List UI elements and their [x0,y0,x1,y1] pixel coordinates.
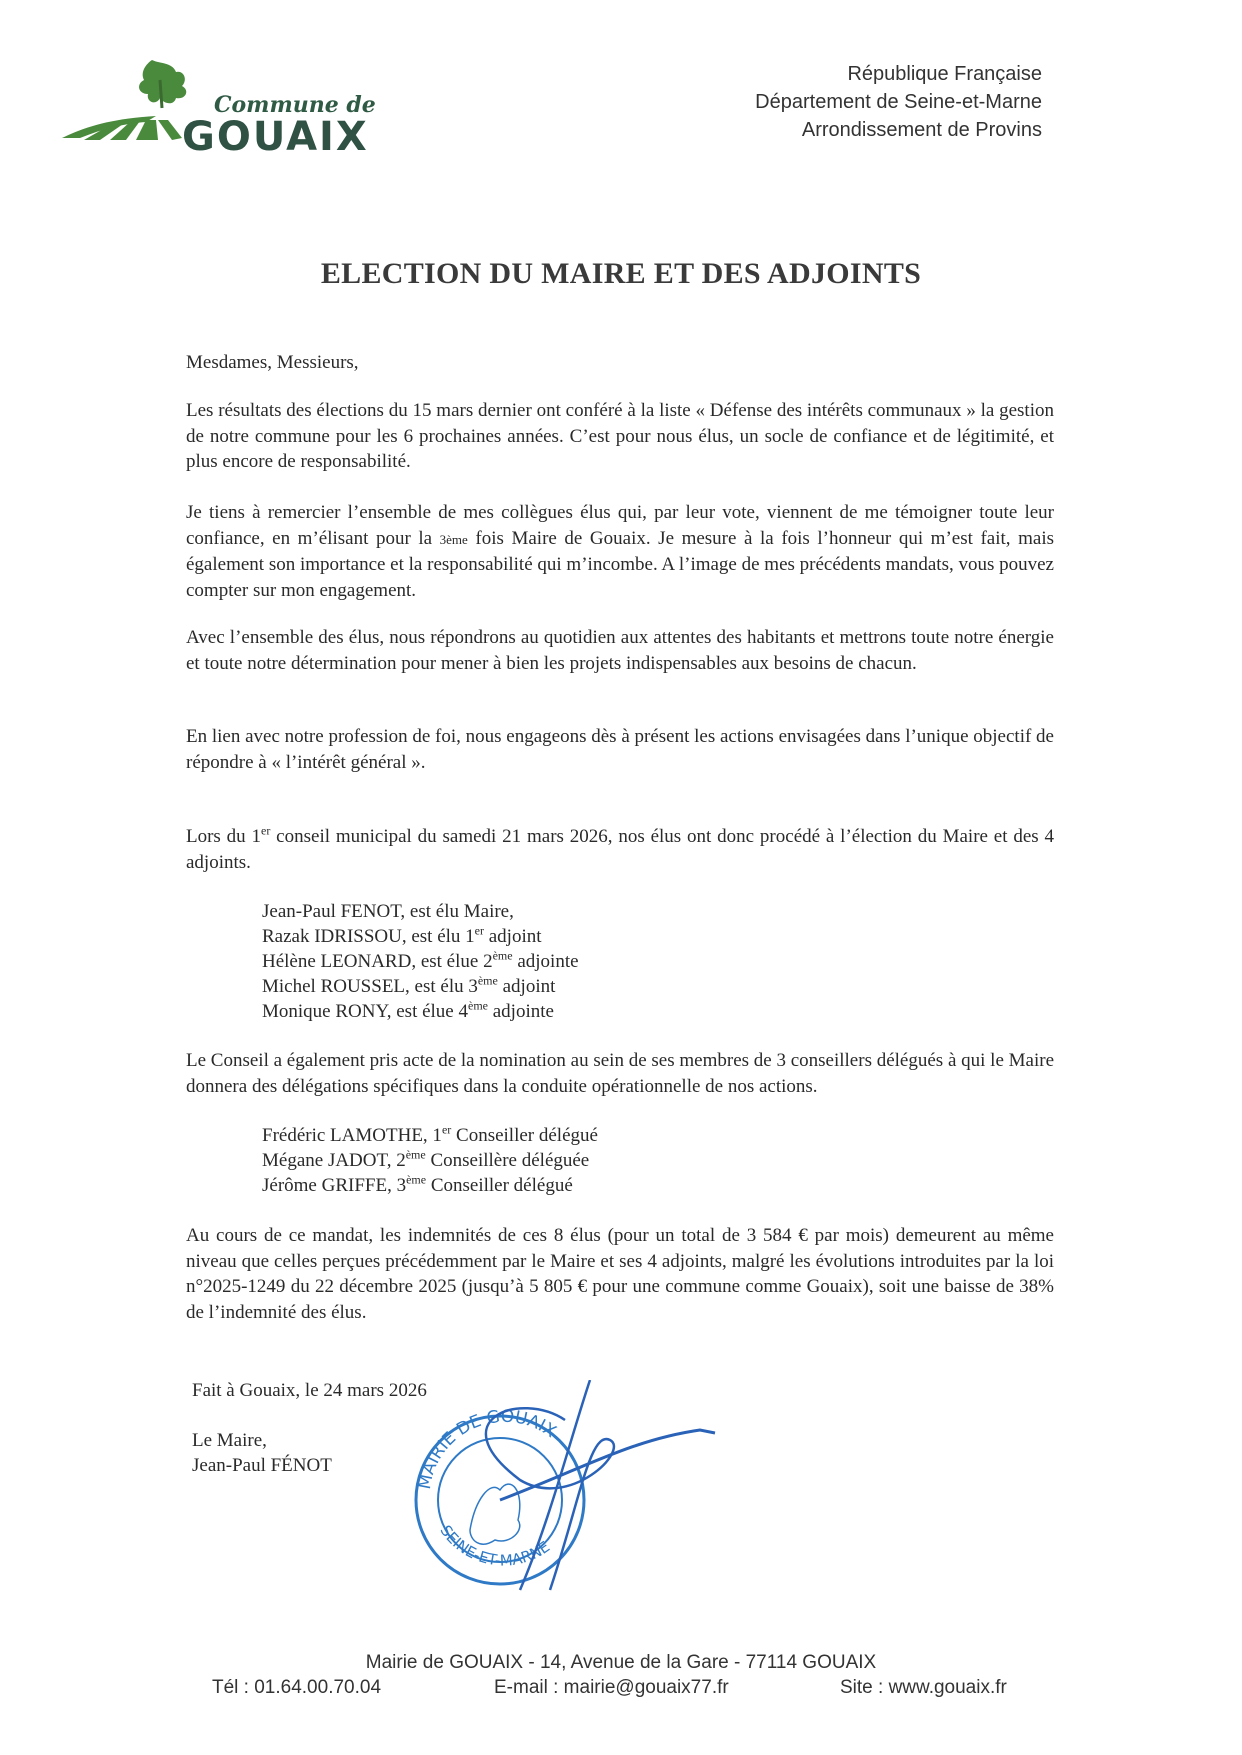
list-item: Hélène LEONARD, est élue 2ème adjointe [262,948,579,972]
delegates-list [262,1123,598,1198]
signatory-name: Jean-Paul FÉNOT [192,1455,332,1476]
list-item: Monique RONY, est élue 4ème adjointe [262,998,554,1022]
salutation: Mesdames, Messieurs, [186,352,359,373]
list-item: Frédéric LAMOTHE, 1er Conseiller délégué [262,1122,598,1146]
list-item: Michel ROUSSEL, est élu 3ème adjoint [262,973,556,997]
logo-commune-label: Commune de [214,92,376,118]
header-line-republique: République Française [847,63,1042,85]
signatory-role: Le Maire, [192,1430,267,1451]
footer-phone: Tél : 01.64.00.70.04 [212,1677,382,1698]
paragraph-indemnities: Au cours de ce mandat, les indemnités de ces 8 élus (pour un total de 3 584 € par mois) demeurent au même niveau que celles perçues précédemment par le Maire et ses 4 adjoints, malgré les évolutions introduites par la loi n°2025-1249 du 22 décembre 2025 (jusqu’à 5 805 € pour une commune comme Gouaix), soit une baisse de 38% de l’indemnité des élus. [186,1225,1054,1323]
paragraph-delegates: Le Conseil a également pris acte de la nomination au sein de ses membres de 3 conseillers délégués à qui le Maire donnera des délégations spécifiques dans la conduite opérationnelle de nos actions. [186,1050,1054,1097]
footer-email[interactable]: E-mail : mairie@gouaix77.fr [494,1677,729,1698]
header-line-arrondissement: Arrondissement de Provins [801,119,1042,141]
mairie-stamp-icon [400,1380,760,1610]
administrative-header [755,60,1042,144]
list-item: Jean-Paul FENOT, est élu Maire, [262,901,514,922]
list-item: Razak IDRISSOU, est élu 1er adjoint [262,923,542,947]
elected-officials-list [262,899,579,1024]
document-title: ELECTION DU MAIRE ET DES ADJOINTS [320,257,922,290]
place-and-date: Fait à Gouaix, le 24 mars 2026 [192,1380,427,1401]
footer-address: Mairie de GOUAIX - 14, Avenue de la Gare - 77114 GOUAIX [365,1652,877,1673]
paragraph-council-meeting: Lors du 1er conseil municipal du samedi 21 mars 2026, nos élus ont donc procédé à l’élection du Maire et des 4 adjoints. [186,823,1055,873]
paragraph-commitment: Avec l’ensemble des élus, nous répondrons au quotidien aux attentes des habitants et mettrons toute notre énergie et toute notre détermination pour mener à bien les projets indispensables aux besoins de chacun. [186,627,1054,674]
logo-gouaix-label: GOUAIX [182,114,369,160]
paragraph-profession-de-foi: En lien avec notre profession de foi, nous engageons dès à présent les actions envisagées dans l’unique objectif de répondre à « l’intérêt général ». [186,726,1054,773]
footer-website[interactable]: Site : www.gouaix.fr [840,1677,1007,1698]
list-item: Mégane JADOT, 2ème Conseillère déléguée [262,1147,590,1171]
svg-text:SEINE-ET-MARNE: SEINE-ET-MARNE [436,1521,554,1570]
official-stamp-and-signature [400,1380,760,1610]
paragraph-election-results: Les résultats des élections du 15 mars dernier ont conféré à la liste « Défense des intérêts communaux » la gestion de notre commune pour les 6 prochaines années. C’est pour nous élus, un socle de confiance et de légitimité, et plus encore de responsabilité. [186,400,1054,472]
paragraph-thanks: Je tiens à remercier l’ensemble de mes collègues élus qui, par leur vote, viennent de me témoigner toute leur confiance, en m’élisant pour la 3ème fois Maire de Gouaix. Je mesure à la fois l’honneur qui m’est fait, mais également son importance et la responsabilité qui m’incombe. A l’image de mes précédents mandats, vous pouvez compter sur mon engagement. [186,502,1055,601]
list-item: Jérôme GRIFFE, 3ème Conseiller délégué [262,1172,573,1196]
header-line-departement: Département de Seine-et-Marne [755,91,1042,113]
svg-text:MAIRIE DE GOUAIX: MAIRIE DE GOUAIX [414,1406,560,1491]
commune-logo [60,58,380,158]
